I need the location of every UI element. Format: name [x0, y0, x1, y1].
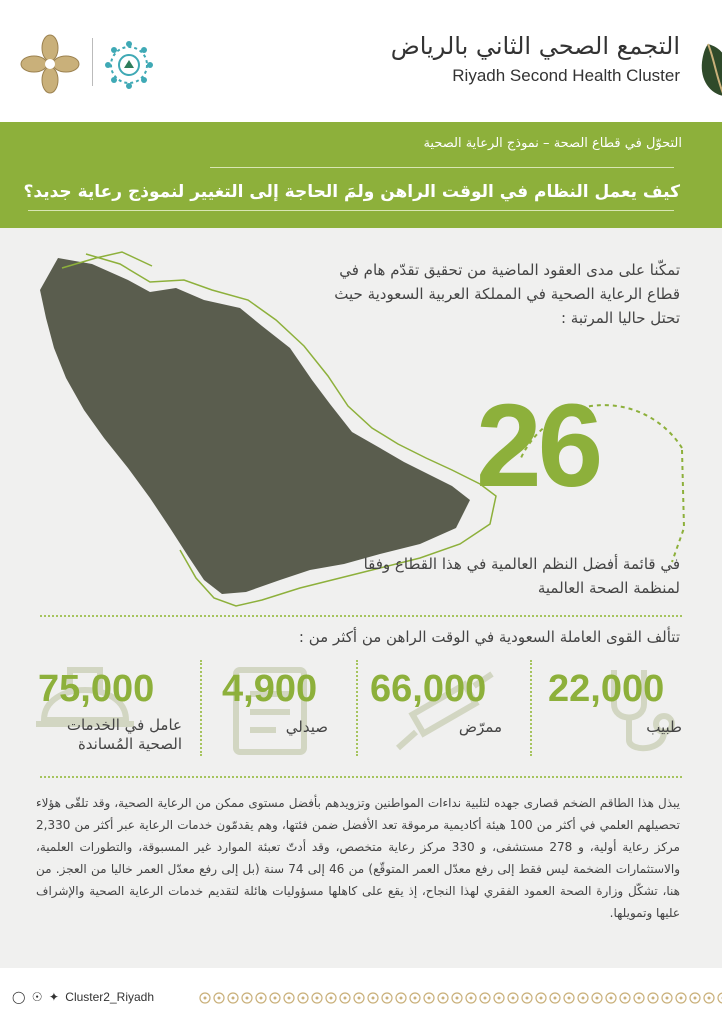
- stat-support-label: عامل في الخدمات الصحية المُساندة: [66, 716, 182, 753]
- cluster-title-english: Riyadh Second Health Cluster: [452, 66, 680, 85]
- stat-pharmacists-label: صيدلي: [285, 718, 328, 736]
- rank-number: 26: [476, 380, 600, 512]
- stat-divider: [356, 660, 358, 756]
- workforce-heading: تتألف القوى العاملة السعودية في الوقت الراهن من أكثر من :: [298, 628, 680, 646]
- rank-description: في قائمة أفضل النظم العالمية في هذا القطاع وفقا لمنظمة الصحة العالمية: [363, 555, 680, 597]
- logo-divider: [92, 38, 93, 86]
- snapchat-icon[interactable]: ☉: [31, 990, 43, 1004]
- banner-divider: [28, 210, 674, 211]
- banner-subtitle: التحوّل في قطاع الصحة – نموذج الرعاية الصحية: [423, 136, 682, 151]
- social-bar: [12, 990, 154, 1004]
- stat-doctors-label: طبيب: [646, 718, 682, 736]
- stat-divider: [200, 660, 202, 756]
- twitter-icon[interactable]: ✦: [48, 990, 59, 1004]
- cluster-logo-icon: [20, 34, 80, 94]
- section-divider: [40, 776, 682, 778]
- banner-title: كيف يعمل النظام في الوقت الراهن ولمَ الحاجة إلى التغيير لنموذج رعاية جديد؟: [23, 182, 680, 202]
- banner-divider: [210, 167, 674, 168]
- section-divider: [40, 615, 682, 617]
- ministry-logo-icon: [102, 38, 156, 92]
- social-handle[interactable]: Cluster2_Riyadh: [65, 990, 155, 1004]
- summary-paragraph: يبذل هذا الطاقم الضخم قصارى جهده لتلبية نداءات المواطنين وتزويدهم بأفضل مستوى ممكن من الرعاية الصحية، وقد تلقّى هؤلاء تحصيلهم العلمي في أكثر من 100 هيئة أكاديمية مرموقة تعد الأفضل ضمن فئتها، وهم يقدمّون خدمات الرعاية عبر أكثر من 2,330 مركز رعاية أولية، و 278 مستشفى، و 330 مركز رعاية متخصص، وقد أدتّ تعبئة الموارد غير المسبوقة، والتطورات العلمية، والاستثمارات الضخمة ليس فقط إلى رفع معدّل العمر المتوقّع) من 46 إلى 74 سنة (بل إلى رفع معدّل العمر خاليا من العجز. من هنا، تشكّل وزارة الصحة العمود الفقري لهذا النجاح، إذ يقع على كاهلها مسؤوليات هائلة لتقديم خدمات الرعاية الصحية والإشراف عليها وتمويلها.: [36, 796, 680, 920]
- stat-doctors-value: 22,000: [548, 668, 665, 710]
- intro-text: تمكّنا على مدى العقود الماضية من تحقيق تقدّم هام في قطاع الرعاية الصحية في المملكة العربية السعودية حيث تحتل حاليا المرتبة :: [334, 261, 680, 327]
- instagram-icon[interactable]: ◯: [12, 990, 26, 1004]
- logo-group: [20, 34, 160, 94]
- decorative-pattern: [198, 990, 722, 1006]
- cluster-title-arabic: التجمع الصحي الثاني بالرياض: [390, 32, 680, 60]
- leaf-icon: [694, 40, 722, 100]
- stat-pharmacists-value: 4,900: [222, 668, 318, 710]
- stat-nurses-value: 66,000: [370, 668, 487, 710]
- stat-divider: [530, 660, 532, 756]
- stat-support-value: 75,000: [38, 668, 155, 710]
- stat-nurses-label: ممرّض: [458, 718, 502, 736]
